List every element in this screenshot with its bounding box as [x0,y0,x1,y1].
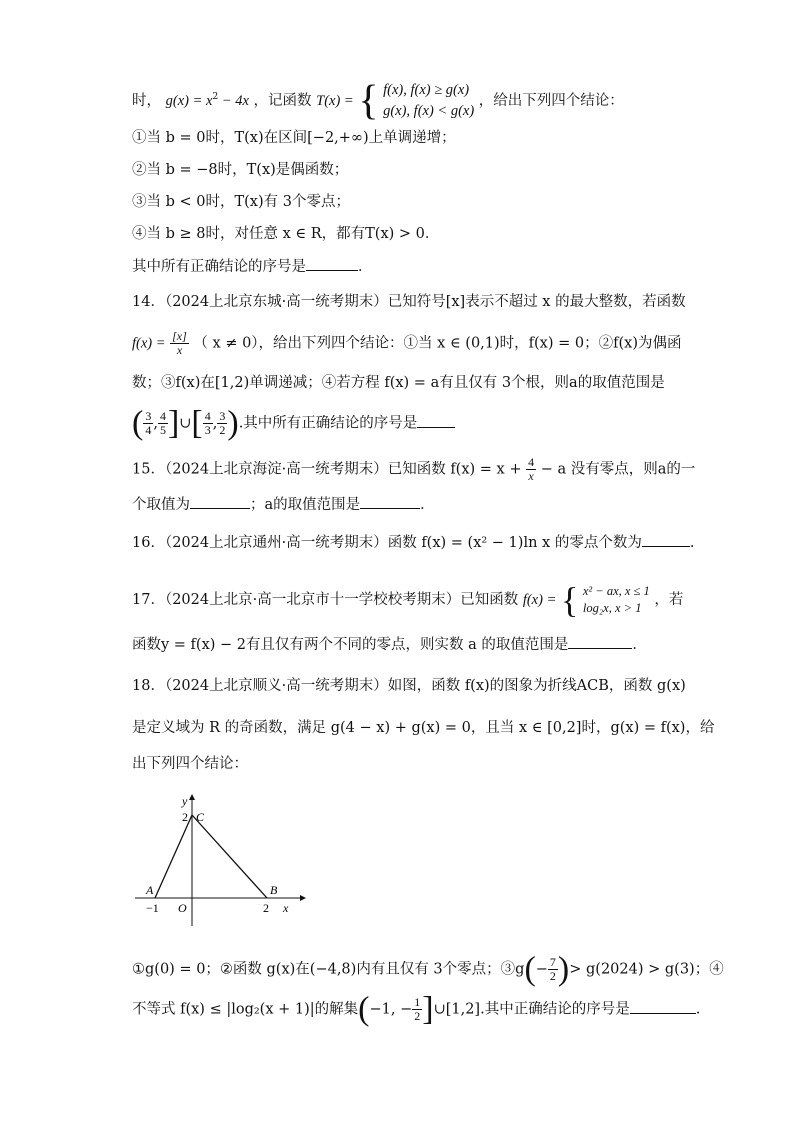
q13-conclusion-4: ④当 b ≥ 8时，对任意 x ∈ R，都有T(x) > 0． [132,226,440,242]
q14-line-3: 数；③f(x)在[1,2)单调递减；④若方程 f(x) = a有且仅有 3个根，则a的取值范围是 [132,375,665,391]
x-axis-label: x [283,901,289,915]
q13-definition-line: 时， $g(x) = x^2 - 4x$ ，记函数 T(x) = { f(x), f(x) ≥ g(x) g(x), f(x) < g(x) ，给出下列四个结论： [132,78,624,124]
q14-head: 14．（2024上北京东城·高一统考期末）已知符号[x]表示不超过 x 的最大整数，若函数 [132,294,686,310]
x-axis-arrow [300,895,306,901]
q16-line: 16．（2024上北京通州·高一统考期末）函数 f(x) = (x² − 1)ln x 的零点个数为 . [132,532,694,553]
answer-blank[interactable] [568,634,632,649]
origin-label: O [178,901,187,915]
q18-line-2: 是定义域为 R 的奇函数，满足 g(4 − x) + g(x) = 0，且当 x ∈ [0,2]时，g(x) = f(x)，给 [132,720,715,736]
q18-graph [130,788,310,928]
tick-neg1: −1 [146,901,159,915]
q17-line-2: 函数y = f(x) − 2有且仅有两个不同的零点，则实数 a 的取值范围是 ． [132,634,647,655]
q18-line-3: 出下列四个结论： [132,756,248,772]
piecewise-cases: f(x), f(x) ≥ g(x) g(x), f(x) < g(x) [383,82,475,119]
q18-line-1: 18．（2024上北京顺义·高一统考期末）如图，函数 f(x)的图象为折线ACB，函数 g(x) [132,678,686,694]
point-a-label: A [146,883,154,897]
q15-line-2: 个取值为 ；a的取值范围是 ． [132,494,435,515]
q17-line-1: 17．（2024上北京·高一北京市十一学校校考期末）已知函数 f(x) = { x² − ax, x ≤ 1 log₂x, x > 1 ，若 [132,580,684,620]
answer-blank-1[interactable] [190,494,250,509]
q13-conclusion-2: ②当 b = −8时，T(x)是偶函数； [132,162,349,178]
cases-brace: { [358,78,379,124]
answer-blank[interactable] [417,413,455,428]
tick-2-y: 2 [182,810,188,824]
q18-conclusions-line-1: ①g(0) = 0；②函数 g(x)在(−4,8)内有且仅有 3个零点；③g(− $\frac{7}{2}$ )> g(2024) > g(3)；④ [132,950,724,988]
polyline-acb [155,815,267,898]
q13-conclusion-1: ①当 b = 0时，T(x)在区间[−2,+∞)上单调递增； [132,130,456,146]
answer-blank-2[interactable] [360,494,420,509]
q14-line-4: ( $\frac{3}{4}$ , $\frac{4}{5}$ ]∪[ $\frac{4}{3}$ , $\frac{3}{2}$ ).其中所有正确结论的序号是 [132,410,455,437]
tick-2-x: 2 [263,901,269,915]
q13-conclusion-3: ③当 b < 0时，T(x)有 3个零点； [132,194,350,210]
q18-conclusions-line-2: 不等式 f(x) ≤ |log₂(x + 1)|的解集(−1, − $\frac{1}{2}$ ]∪[1,2].其中正确结论的序号是 . [132,990,701,1028]
point-b-label: B [270,883,278,897]
q14-fraction: $\frac{[x]}{x}$ [172,329,187,357]
q15-line-1: 15．（2024上北京海淀·高一统考期末）已知函数 f(x) = x + $\frac{4}{x}$ − a 没有零点，则a的一 [132,455,696,483]
y-axis-label: y [182,794,188,808]
point-c-label: C [196,810,205,824]
answer-blank[interactable] [306,256,358,271]
q14-line-2: f(x) = $\frac{[x]}{x}$ （ x ≠ 0），给出下列四个结论：①当 x ∈ (0,1)时，f(x) = 0；②f(x)为偶函 [132,329,682,357]
answer-blank[interactable] [630,999,696,1014]
y-axis-arrow [189,794,195,800]
answer-blank[interactable] [642,532,690,547]
q13-answer-line: 其中所有正确结论的序号是 ． [132,256,373,277]
